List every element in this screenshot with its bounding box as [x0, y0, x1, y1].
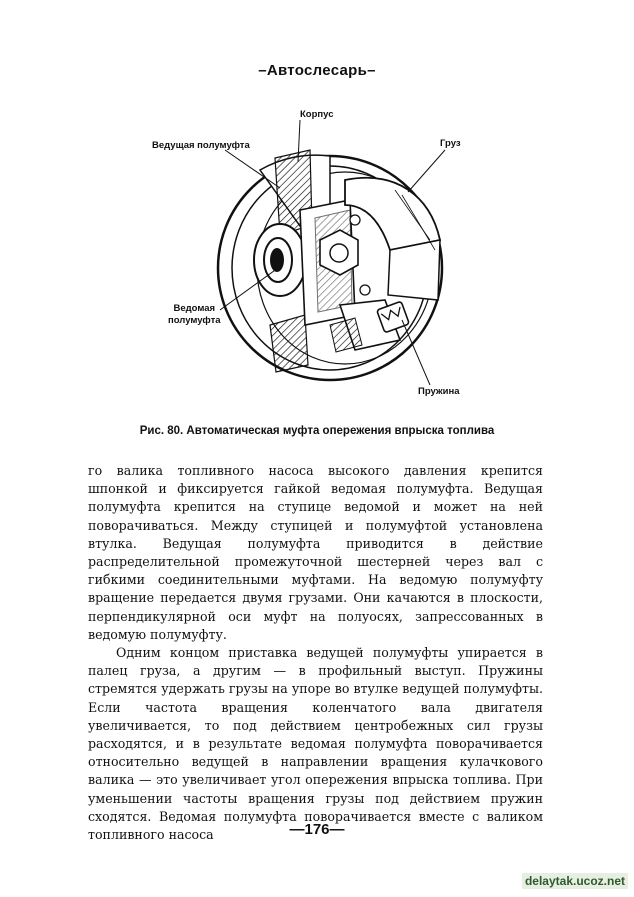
label-driven-half — [168, 303, 221, 327]
label-driven-half-line1: Ведомая — [173, 303, 216, 314]
running-header: –Автослесарь– — [258, 62, 376, 79]
site-watermark: delaytak.ucoz.net — [522, 873, 628, 889]
label-driving-half: Ведущая полумуфта — [152, 140, 250, 151]
label-weight: Груз — [440, 138, 461, 149]
body-text — [88, 462, 543, 844]
label-housing: Корпус — [300, 109, 334, 120]
label-driven-half-line2: полумуфта — [168, 315, 221, 326]
label-spring: Пружина — [418, 386, 460, 397]
page-number: —176— — [289, 821, 345, 838]
figure-caption: Рис. 80. Автоматическая муфта опережения впрыска топлива — [139, 425, 495, 437]
paragraph-1: го валика топливного насоса высокого давления крепится шпонкой и фиксируется гайкой ведомая полумуфта. Ведущая полумуфта крепится на ступице ведомой и может на ней поворачиваться. Между ступицей и полумуфтой установлена втулка. Ведущая полумуфта приводится в действие распределительной промежуточной шестерней через вал с гибкими соединительными муфтами. На ведомую полумуфту вращение передается двумя грузами. Они качаются в плоскости, перпендикулярной оси муфт на полуосях, запрессованных в ведомую полумуфту. — [88, 463, 543, 642]
paragraph-2: Одним концом приставка ведущей полумуфты упирается в палец груза, а другим — в профильный выступ. Пружины стремятся удержать грузы на упоре во втулке ведущей полумуфты. Если частота вращения коленчатого вала двигателя увеличивается, то под действием центробежных сил грузы расходятся, и в результате ведомая полумуфта поворачивается относительно ведущей в направлении вращения кулачкового валика — это увеличивает угол опережения впрыска топлива. При уменьшении частоты вращения грузы под действием пружин сходятся. Ведомая полумуфта поворачивается вместе с валиком топливного насоса — [88, 645, 543, 843]
driven-half-section — [270, 315, 308, 372]
coupling-illustration — [140, 100, 520, 410]
